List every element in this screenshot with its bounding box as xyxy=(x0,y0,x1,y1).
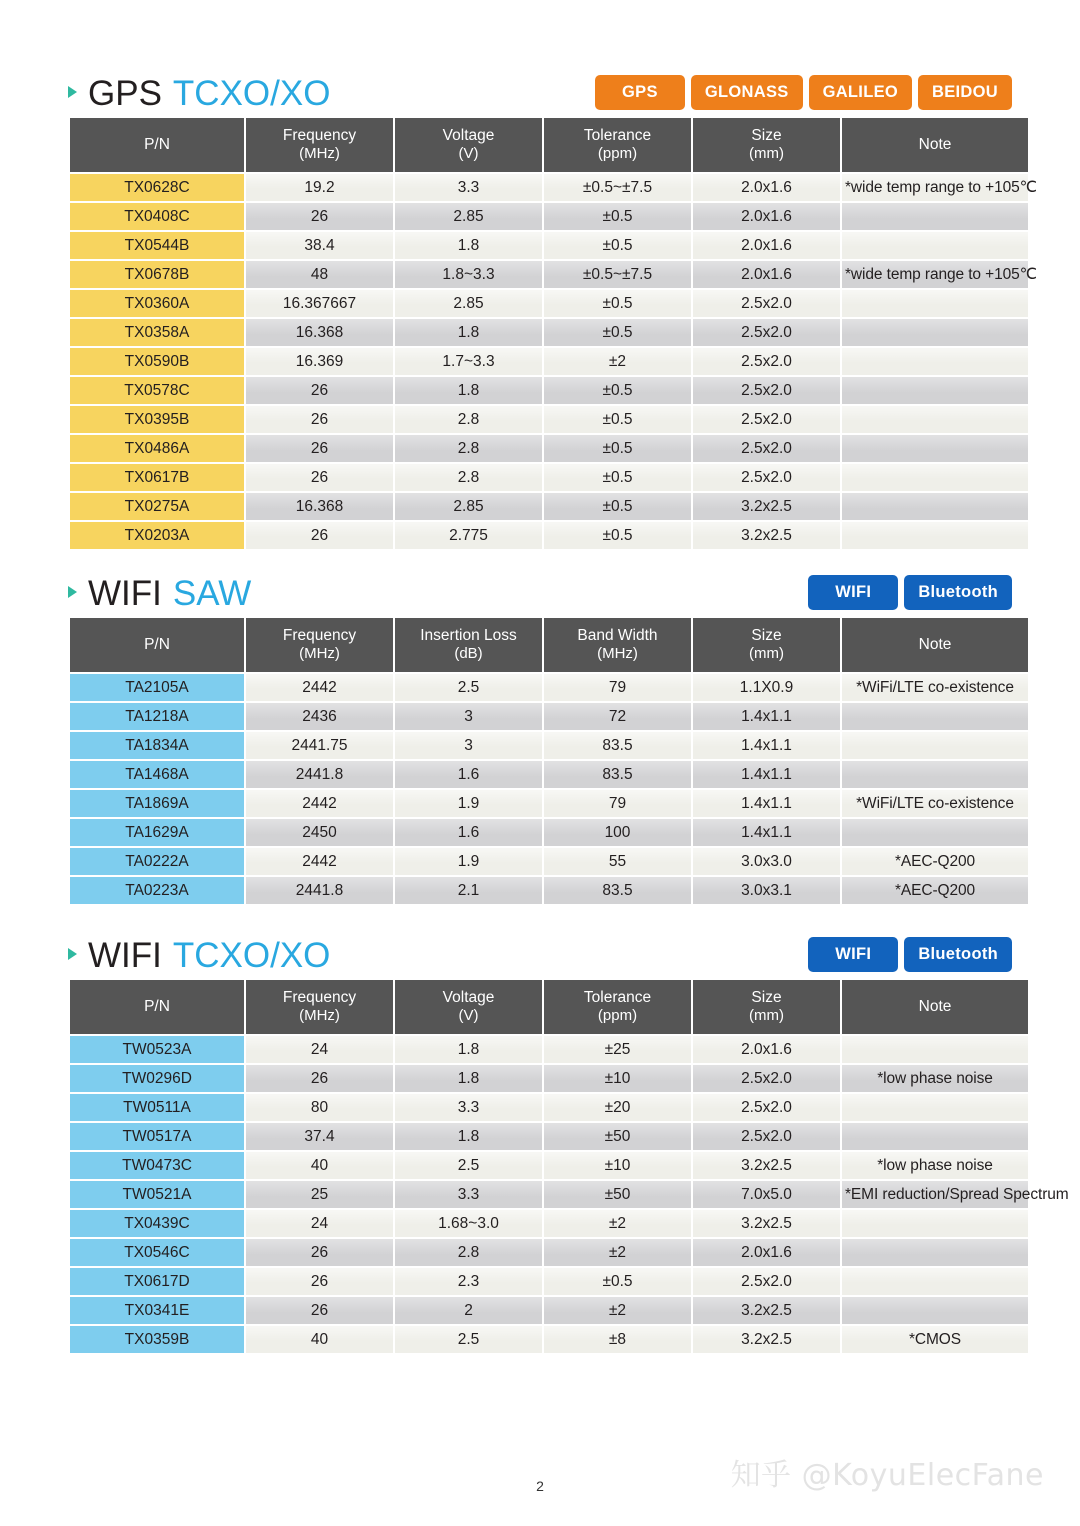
cell-c5: 2.0x1.6 xyxy=(693,1239,840,1266)
spec-table-wifi-tcxo xyxy=(68,978,1069,1355)
table-header-row xyxy=(70,618,1028,672)
cell-c2: 2450 xyxy=(246,819,393,846)
cell-c4: 79 xyxy=(544,790,691,817)
cell-c2: 2442 xyxy=(246,790,393,817)
cell-note xyxy=(842,1210,1028,1237)
cell-c2: 16.369 xyxy=(246,348,393,375)
cell-c5: 2.5x2.0 xyxy=(693,435,840,462)
cell-c3: 2.5 xyxy=(395,1152,542,1179)
section-wifi-tcxo-xo xyxy=(0,922,1080,1348)
cell-c2: 48 xyxy=(246,261,393,288)
section-header xyxy=(68,922,1012,978)
cell-c2: 80 xyxy=(246,1094,393,1121)
cell-pn: TX0578C xyxy=(70,377,244,404)
cell-note xyxy=(842,1297,1028,1324)
col-header-pn: P/N xyxy=(70,618,244,672)
cell-c4: ±0.5 xyxy=(544,232,691,259)
col-header-tolerance: Tolerance (ppm) xyxy=(544,980,691,1034)
heading-sub: TCXO/XO xyxy=(172,74,331,113)
cell-c2: 40 xyxy=(246,1326,393,1353)
cell-c3: 1.8 xyxy=(395,319,542,346)
cell-c4: 83.5 xyxy=(544,761,691,788)
cell-c5: 3.2x2.5 xyxy=(693,1326,840,1353)
cell-c2: 2441.75 xyxy=(246,732,393,759)
cell-pn: TA1834A xyxy=(70,732,244,759)
cell-c5: 2.5x2.0 xyxy=(693,348,840,375)
col-header-frequency: Frequency (MHz) xyxy=(246,118,393,172)
cell-c3: 3 xyxy=(395,703,542,730)
cell-c3: 2.8 xyxy=(395,1239,542,1266)
cell-c3: 1.8 xyxy=(395,232,542,259)
cell-note xyxy=(842,1268,1028,1295)
table-row xyxy=(70,1094,1028,1121)
cell-c5: 2.5x2.0 xyxy=(693,464,840,491)
cell-c3: 2.5 xyxy=(395,1326,542,1353)
table-row xyxy=(70,790,1028,817)
cell-c3: 3.3 xyxy=(395,1094,542,1121)
cell-c5: 2.5x2.0 xyxy=(693,1268,840,1295)
cell-pn: TX0203A xyxy=(70,522,244,549)
cell-c4: ±2 xyxy=(544,1239,691,1266)
cell-c3: 1.8 xyxy=(395,377,542,404)
cell-note: *low phase noise xyxy=(842,1065,1028,1092)
badge-gps[interactable]: GPS xyxy=(595,75,685,110)
cell-note: *AEC-Q200 xyxy=(842,848,1028,875)
cell-note xyxy=(842,377,1028,404)
cell-c4: ±25 xyxy=(544,1036,691,1063)
cell-c3: 1.68~3.0 xyxy=(395,1210,542,1237)
cell-c3: 1.9 xyxy=(395,848,542,875)
badge-glonass[interactable]: GLONASS xyxy=(691,75,803,110)
cell-note: *WiFi/LTE co-existence xyxy=(842,790,1028,817)
table-body xyxy=(70,674,1028,904)
cell-pn: TX0359B xyxy=(70,1326,244,1353)
cell-c5: 3.2x2.5 xyxy=(693,1210,840,1237)
cell-pn: TW0517A xyxy=(70,1123,244,1150)
cell-c5: 1.4x1.1 xyxy=(693,732,840,759)
table-row xyxy=(70,1297,1028,1324)
cell-note xyxy=(842,232,1028,259)
cell-c2: 26 xyxy=(246,464,393,491)
cell-c3: 1.9 xyxy=(395,790,542,817)
cell-c4: ±20 xyxy=(544,1094,691,1121)
table-row xyxy=(70,1123,1028,1150)
cell-note xyxy=(842,819,1028,846)
cell-c2: 26 xyxy=(246,1239,393,1266)
table-row xyxy=(70,319,1028,346)
cell-c2: 19.2 xyxy=(246,174,393,201)
badge-beidou[interactable]: BEIDOU xyxy=(918,75,1012,110)
cell-c3: 2.8 xyxy=(395,464,542,491)
cell-c4: ±0.5 xyxy=(544,435,691,462)
cell-c5: 1.4x1.1 xyxy=(693,819,840,846)
cell-pn: TW0473C xyxy=(70,1152,244,1179)
cell-note xyxy=(842,203,1028,230)
table-row xyxy=(70,674,1028,701)
badge-group xyxy=(595,75,1012,110)
cell-c3: 3.3 xyxy=(395,174,542,201)
cell-c5: 3.2x2.5 xyxy=(693,1152,840,1179)
cell-note xyxy=(842,435,1028,462)
cell-note xyxy=(842,522,1028,549)
cell-note xyxy=(842,290,1028,317)
cell-c5: 2.5x2.0 xyxy=(693,1065,840,1092)
cell-c5: 2.5x2.0 xyxy=(693,319,840,346)
cell-c5: 2.5x2.0 xyxy=(693,406,840,433)
cell-pn: TX0275A xyxy=(70,493,244,520)
cell-c4: ±2 xyxy=(544,348,691,375)
cell-note xyxy=(842,703,1028,730)
table-row xyxy=(70,848,1028,875)
col-header-insertion-loss: Insertion Loss (dB) xyxy=(395,618,542,672)
badge-wifi[interactable]: WIFI xyxy=(808,575,898,610)
cell-c5: 2.0x1.6 xyxy=(693,1036,840,1063)
table-row xyxy=(70,1326,1028,1353)
cell-c3: 1.7~3.3 xyxy=(395,348,542,375)
table-row xyxy=(70,761,1028,788)
cell-c3: 2.8 xyxy=(395,435,542,462)
cell-pn: TX0678B xyxy=(70,261,244,288)
badge-bluetooth[interactable]: Bluetooth xyxy=(904,575,1012,610)
cell-c2: 40 xyxy=(246,1152,393,1179)
cell-c4: ±0.5~±7.5 xyxy=(544,174,691,201)
cell-c3: 1.8 xyxy=(395,1065,542,1092)
cell-c4: 83.5 xyxy=(544,877,691,904)
col-header-band-width: Band Width (MHz) xyxy=(544,618,691,672)
cell-note: *wide temp range to +105℃ xyxy=(842,261,1028,288)
cell-c4: ±0.5~±7.5 xyxy=(544,261,691,288)
table-row xyxy=(70,1210,1028,1237)
heading-sub: TCXO/XO xyxy=(172,936,331,975)
cell-c3: 2.5 xyxy=(395,674,542,701)
cell-pn: TA1869A xyxy=(70,790,244,817)
section-header xyxy=(68,560,1012,616)
cell-c2: 24 xyxy=(246,1210,393,1237)
heading-main: GPS xyxy=(88,74,162,113)
cell-pn: TX0395B xyxy=(70,406,244,433)
cell-c3: 3.3 xyxy=(395,1181,542,1208)
page-number: 2 xyxy=(536,1478,544,1494)
col-header-voltage: Voltage (V) xyxy=(395,980,542,1034)
cell-c3: 2.1 xyxy=(395,877,542,904)
badge-bluetooth[interactable]: Bluetooth xyxy=(904,937,1012,972)
cell-note xyxy=(842,1094,1028,1121)
cell-c4: ±8 xyxy=(544,1326,691,1353)
badge-group xyxy=(808,575,1012,610)
cell-c2: 2441.8 xyxy=(246,761,393,788)
table-row xyxy=(70,464,1028,491)
cell-note xyxy=(842,406,1028,433)
cell-c5: 3.0x3.0 xyxy=(693,848,840,875)
cell-c4: ±50 xyxy=(544,1181,691,1208)
table-row xyxy=(70,493,1028,520)
cell-c5: 3.2x2.5 xyxy=(693,1297,840,1324)
heading-main: WIFI xyxy=(88,574,162,613)
cell-c4: ±2 xyxy=(544,1210,691,1237)
cell-c2: 26 xyxy=(246,1268,393,1295)
cell-pn: TX0358A xyxy=(70,319,244,346)
cell-c2: 26 xyxy=(246,522,393,549)
cell-c3: 2.85 xyxy=(395,493,542,520)
cell-c5: 7.0x5.0 xyxy=(693,1181,840,1208)
cell-c4: ±0.5 xyxy=(544,319,691,346)
table-row xyxy=(70,203,1028,230)
cell-c4: ±2 xyxy=(544,1297,691,1324)
table-row xyxy=(70,406,1028,433)
cell-pn: TA1218A xyxy=(70,703,244,730)
cell-c4: 79 xyxy=(544,674,691,701)
col-header-size: Size (mm) xyxy=(693,118,840,172)
cell-c3: 2.775 xyxy=(395,522,542,549)
page-title xyxy=(68,574,251,614)
cell-pn: TA2105A xyxy=(70,674,244,701)
cell-c2: 38.4 xyxy=(246,232,393,259)
cell-c2: 16.367667 xyxy=(246,290,393,317)
cell-pn: TX0360A xyxy=(70,290,244,317)
cell-c4: ±10 xyxy=(544,1152,691,1179)
cell-c3: 1.8 xyxy=(395,1123,542,1150)
cell-pn: TX0408C xyxy=(70,203,244,230)
table-body xyxy=(70,1036,1069,1353)
cell-note xyxy=(842,348,1028,375)
table-row xyxy=(70,174,1028,201)
cell-pn: TX0439C xyxy=(70,1210,244,1237)
table-body xyxy=(70,174,1037,549)
table-header-row xyxy=(70,980,1028,1034)
cell-pn: TX0486A xyxy=(70,435,244,462)
cell-c4: 72 xyxy=(544,703,691,730)
cell-c3: 2 xyxy=(395,1297,542,1324)
heading-main: WIFI xyxy=(88,936,162,975)
col-header-note: Note xyxy=(842,980,1028,1034)
cell-c4: ±0.5 xyxy=(544,522,691,549)
section-wifi-saw xyxy=(0,560,1080,899)
cell-c2: 26 xyxy=(246,1065,393,1092)
cell-c2: 26 xyxy=(246,377,393,404)
col-header-frequency: Frequency (MHz) xyxy=(246,618,393,672)
table-row xyxy=(70,232,1028,259)
cell-note xyxy=(842,319,1028,346)
cell-c3: 1.6 xyxy=(395,819,542,846)
col-header-note: Note xyxy=(842,118,1028,172)
cell-pn: TX0341E xyxy=(70,1297,244,1324)
cell-note: *wide temp range to +105℃ xyxy=(842,174,1028,201)
table-row xyxy=(70,377,1028,404)
table-row xyxy=(70,1152,1028,1179)
col-header-tolerance: Tolerance (ppm) xyxy=(544,118,691,172)
watermark: 知乎 @KoyuElecFane xyxy=(730,1458,1044,1493)
cell-c4: ±0.5 xyxy=(544,203,691,230)
cell-c4: ±0.5 xyxy=(544,406,691,433)
spec-table-gps xyxy=(68,116,1037,551)
cell-pn: TA1468A xyxy=(70,761,244,788)
cell-pn: TW0523A xyxy=(70,1036,244,1063)
cell-c5: 1.1X0.9 xyxy=(693,674,840,701)
badge-galileo[interactable]: GALILEO xyxy=(809,75,912,110)
cell-note xyxy=(842,464,1028,491)
spec-table-wifi-saw xyxy=(68,616,1030,906)
table-row xyxy=(70,819,1028,846)
table-row xyxy=(70,522,1028,549)
cell-c4: ±0.5 xyxy=(544,290,691,317)
cell-c3: 2.85 xyxy=(395,203,542,230)
col-header-frequency: Frequency (MHz) xyxy=(246,980,393,1034)
section-header xyxy=(68,60,1012,116)
col-header-note: Note xyxy=(842,618,1028,672)
cell-c5: 3.2x2.5 xyxy=(693,522,840,549)
cell-c2: 16.368 xyxy=(246,319,393,346)
col-header-size: Size (mm) xyxy=(693,980,840,1034)
triangle-bullet-icon xyxy=(68,948,77,960)
cell-c5: 2.5x2.0 xyxy=(693,1094,840,1121)
cell-pn: TW0511A xyxy=(70,1094,244,1121)
cell-c4: 100 xyxy=(544,819,691,846)
cell-c2: 2442 xyxy=(246,674,393,701)
table-row xyxy=(70,435,1028,462)
table-row xyxy=(70,703,1028,730)
section-gps-tcxo-xo xyxy=(0,60,1080,544)
cell-note: *WiFi/LTE co-existence xyxy=(842,674,1028,701)
table-row xyxy=(70,1036,1028,1063)
table-row xyxy=(70,348,1028,375)
cell-pn: TW0296D xyxy=(70,1065,244,1092)
table-row xyxy=(70,1268,1028,1295)
table-row xyxy=(70,1239,1028,1266)
cell-c2: 24 xyxy=(246,1036,393,1063)
col-header-size: Size (mm) xyxy=(693,618,840,672)
cell-c5: 2.0x1.6 xyxy=(693,261,840,288)
col-header-pn: P/N xyxy=(70,118,244,172)
table-row xyxy=(70,261,1028,288)
cell-c2: 26 xyxy=(246,435,393,462)
cell-c2: 26 xyxy=(246,203,393,230)
cell-c3: 2.8 xyxy=(395,406,542,433)
cell-c3: 3 xyxy=(395,732,542,759)
cell-c5: 1.4x1.1 xyxy=(693,703,840,730)
table-header-row xyxy=(70,118,1028,172)
cell-c4: 83.5 xyxy=(544,732,691,759)
cell-c2: 25 xyxy=(246,1181,393,1208)
cell-pn: TX0617D xyxy=(70,1268,244,1295)
cell-c2: 26 xyxy=(246,1297,393,1324)
cell-c3: 1.8~3.3 xyxy=(395,261,542,288)
cell-c4: ±0.5 xyxy=(544,464,691,491)
cell-c5: 2.5x2.0 xyxy=(693,377,840,404)
heading-sub: SAW xyxy=(172,574,252,613)
table-row xyxy=(70,1065,1028,1092)
cell-pn: TW0521A xyxy=(70,1181,244,1208)
cell-pn: TX0590B xyxy=(70,348,244,375)
cell-c5: 2.5x2.0 xyxy=(693,290,840,317)
badge-wifi[interactable]: WIFI xyxy=(808,937,898,972)
cell-note: *EMI reduction/Spread Spectrum xyxy=(842,1181,1028,1208)
cell-pn: TX0617B xyxy=(70,464,244,491)
cell-note xyxy=(842,1239,1028,1266)
badge-group xyxy=(808,937,1012,972)
cell-c2: 37.4 xyxy=(246,1123,393,1150)
cell-note xyxy=(842,732,1028,759)
cell-c2: 16.368 xyxy=(246,493,393,520)
page-title xyxy=(68,74,330,114)
cell-pn: TA0222A xyxy=(70,848,244,875)
cell-note xyxy=(842,761,1028,788)
cell-pn: TA0223A xyxy=(70,877,244,904)
cell-c5: 2.5x2.0 xyxy=(693,1123,840,1150)
table-row xyxy=(70,1181,1028,1208)
cell-c5: 3.2x2.5 xyxy=(693,493,840,520)
cell-c5: 2.0x1.6 xyxy=(693,232,840,259)
cell-pn: TA1629A xyxy=(70,819,244,846)
col-header-voltage: Voltage (V) xyxy=(395,118,542,172)
cell-c4: 55 xyxy=(544,848,691,875)
cell-c3: 2.3 xyxy=(395,1268,542,1295)
col-header-pn: P/N xyxy=(70,980,244,1034)
cell-note: *AEC-Q200 xyxy=(842,877,1028,904)
cell-c2: 2442 xyxy=(246,848,393,875)
cell-c2: 2436 xyxy=(246,703,393,730)
cell-c4: ±50 xyxy=(544,1123,691,1150)
cell-c5: 2.0x1.6 xyxy=(693,203,840,230)
cell-c5: 1.4x1.1 xyxy=(693,761,840,788)
cell-pn: TX0546C xyxy=(70,1239,244,1266)
cell-note: *low phase noise xyxy=(842,1152,1028,1179)
table-row xyxy=(70,290,1028,317)
cell-c4: ±0.5 xyxy=(544,377,691,404)
cell-note: *CMOS xyxy=(842,1326,1028,1353)
cell-c3: 1.6 xyxy=(395,761,542,788)
cell-c2: 26 xyxy=(246,406,393,433)
cell-c5: 2.0x1.6 xyxy=(693,174,840,201)
cell-pn: TX0544B xyxy=(70,232,244,259)
triangle-bullet-icon xyxy=(68,586,77,598)
table-row xyxy=(70,732,1028,759)
cell-c5: 3.0x3.1 xyxy=(693,877,840,904)
cell-c3: 1.8 xyxy=(395,1036,542,1063)
cell-note xyxy=(842,1036,1028,1063)
table-row xyxy=(70,877,1028,904)
cell-note xyxy=(842,1123,1028,1150)
cell-c4: ±10 xyxy=(544,1065,691,1092)
cell-c3: 2.85 xyxy=(395,290,542,317)
cell-note xyxy=(842,493,1028,520)
triangle-bullet-icon xyxy=(68,86,77,98)
cell-c2: 2441.8 xyxy=(246,877,393,904)
cell-c4: ±0.5 xyxy=(544,1268,691,1295)
cell-c4: ±0.5 xyxy=(544,493,691,520)
cell-c5: 1.4x1.1 xyxy=(693,790,840,817)
cell-pn: TX0628C xyxy=(70,174,244,201)
page-title xyxy=(68,936,330,976)
